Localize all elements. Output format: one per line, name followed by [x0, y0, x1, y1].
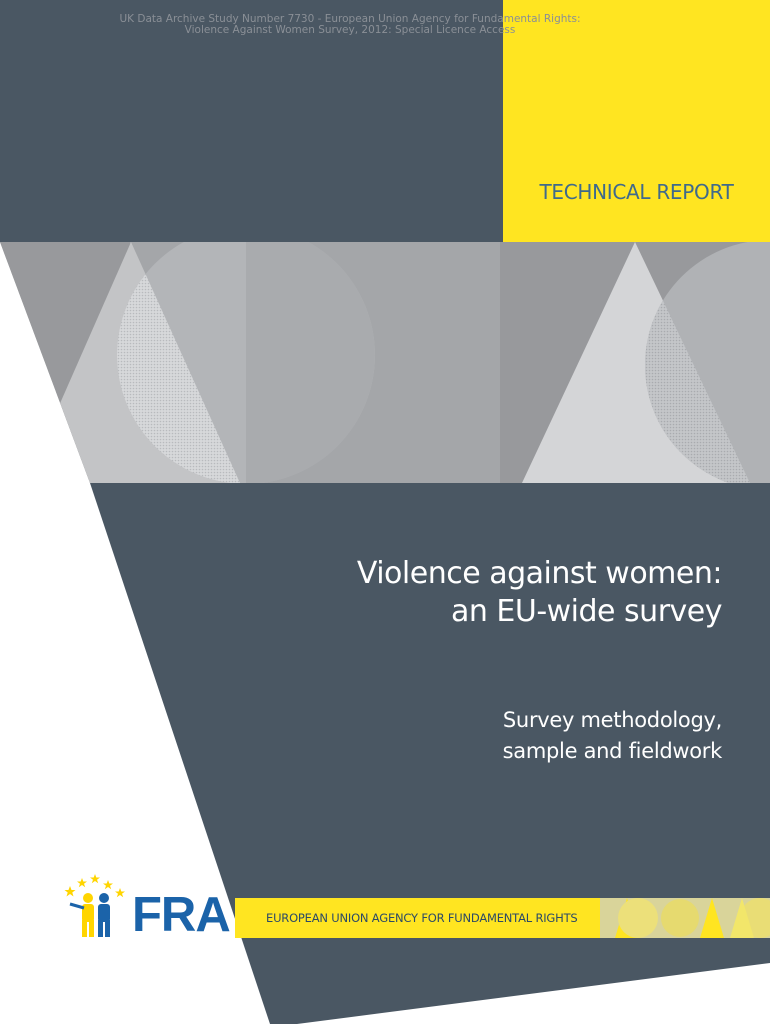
archive-note-line1: UK Data Archive Study Number 7730 - European Union Agency for Fundamental Rights: — [119, 13, 581, 25]
archive-note-line2: Violence Against Women Survey, 2012: Special Licence Access — [184, 24, 516, 36]
title-line1: Violence against women: — [356, 556, 722, 591]
report-type-label: TECHNICAL REPORT — [539, 180, 734, 204]
mini-circle-icon — [618, 898, 658, 938]
fra-acronym: FRA — [132, 888, 230, 942]
title-line2: an EU-wide survey — [450, 594, 722, 629]
subtitle-line1: Survey methodology, — [502, 708, 722, 732]
agency-name: EUROPEAN UNION AGENCY FOR FUNDAMENTAL RIGHTS — [266, 911, 578, 925]
subtitle-line2: sample and fieldwork — [502, 739, 722, 763]
